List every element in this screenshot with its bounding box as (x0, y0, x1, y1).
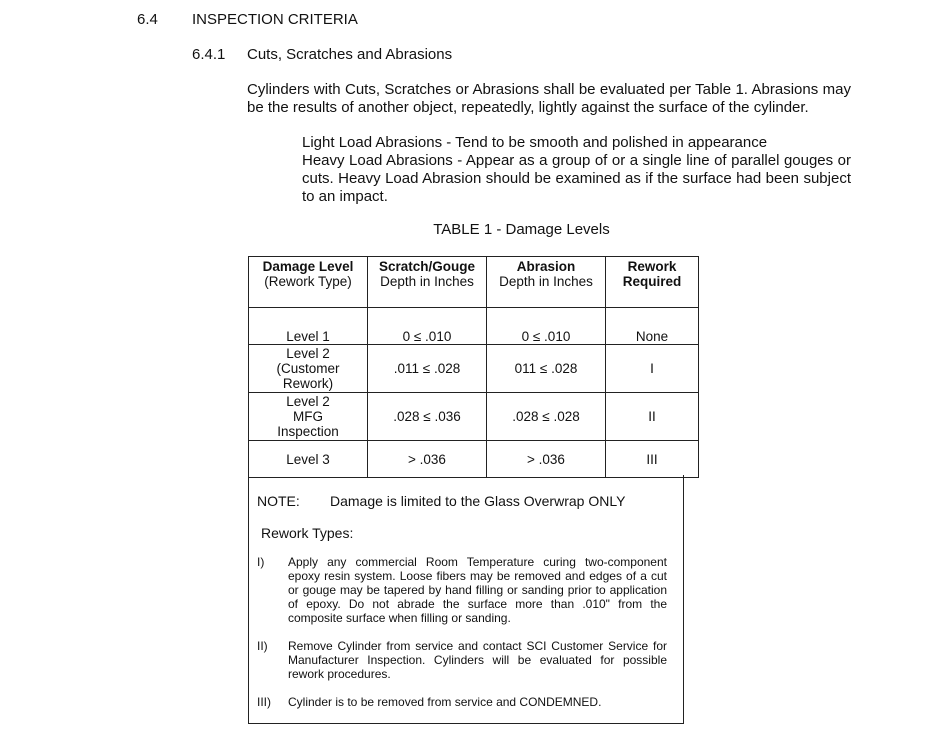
light-load-text: Light Load Abrasions - Tend to be smooth and polished in appearance (302, 134, 768, 151)
table-caption: TABLE 1 - Damage Levels (433, 221, 610, 238)
header-rework (606, 257, 699, 308)
cell-scratch: .011 ≤ .028 (368, 345, 487, 393)
level-line: Rework) (282, 376, 334, 391)
table-header-row (249, 257, 699, 308)
rework-types-title: Rework Types: (261, 525, 354, 541)
header-bold: Scratch/Gouge (378, 259, 476, 274)
rework-text: Remove Cylinder from service and contact SCI Customer Service for Manufacturer Inspection. Cylinders will be evaluated for possible rework procedures. (288, 639, 667, 681)
table-row (249, 441, 699, 478)
table-row (249, 345, 699, 393)
rework-number: I) (257, 555, 265, 569)
rework-text: Apply any commercial Room Temperature curing two-component epoxy resin system. Loose fibers may be removed and edges of a cut or gouge may be tapered by hand filling or sanding prior to application of epoxy. Do not abrade the surface more than .010" from the composite surface when filling or sanding. (288, 555, 667, 625)
cell-rework: None (606, 308, 699, 345)
heavy-load-text: Heavy Load Abrasions - Appear as a group of or a single line of parallel gouges or cuts. Heavy Load Abrasion should be examined as if the surface had been subject to an impact. (302, 152, 851, 205)
header-damage-level (249, 257, 368, 308)
cell-scratch: > .036 (368, 441, 487, 478)
table-row (249, 393, 699, 441)
notes-box (248, 475, 684, 724)
cell-scratch: 0 ≤ .010 (368, 308, 487, 345)
note-label: NOTE: (257, 493, 300, 509)
header-scratch (368, 257, 487, 308)
cell-abrasion: > .036 (487, 441, 606, 478)
cell-level: Level 3 (249, 441, 368, 478)
header-abrasion (487, 257, 606, 308)
level-line: Level 2 (286, 394, 330, 409)
section-number: 6.4 (137, 11, 158, 28)
section-title: INSPECTION CRITERIA (192, 11, 358, 28)
subsection-number: 6.4.1 (192, 46, 226, 63)
header-bold: Rework (627, 259, 677, 274)
cell-rework: III (606, 441, 699, 478)
subsection-title: Cuts, Scratches and Abrasions (247, 46, 453, 63)
header-sub: Depth in Inches (380, 274, 474, 289)
level-line: Inspection (277, 424, 339, 439)
rework-number: III) (257, 695, 271, 709)
cell-abrasion: 0 ≤ .010 (487, 308, 606, 345)
header-bold: Abrasion (516, 259, 576, 274)
header-bold-2: Required (622, 274, 682, 289)
cell-abrasion: 011 ≤ .028 (487, 345, 606, 393)
cell-scratch: .028 ≤ .036 (368, 393, 487, 441)
header-bold: Damage Level (262, 259, 354, 274)
note-text: Damage is limited to the Glass Overwrap ONLY (330, 493, 626, 509)
header-sub: Depth in Inches (499, 274, 593, 289)
rework-text: Cylinder is to be removed from service and CONDEMNED. (288, 695, 602, 709)
cell-level: Level 1 (249, 308, 368, 345)
cell-rework: I (606, 345, 699, 393)
table-row (249, 308, 699, 345)
cell-rework: II (606, 393, 699, 441)
level-line: Level 2 (286, 346, 330, 361)
level-line: MFG (293, 409, 323, 424)
intro-paragraph: Cylinders with Cuts, Scratches or Abrasions shall be evaluated per Table 1. Abrasions may be the results of another object, repeatedly, lightly against the surface of the cylinder. (247, 81, 851, 116)
cell-abrasion: .028 ≤ .028 (487, 393, 606, 441)
header-sub: (Rework Type) (264, 274, 352, 289)
cell-level (249, 345, 368, 393)
damage-levels-table (248, 256, 699, 478)
cell-level (249, 393, 368, 441)
rework-number: II) (257, 639, 268, 653)
level-line: (Customer (276, 361, 340, 376)
